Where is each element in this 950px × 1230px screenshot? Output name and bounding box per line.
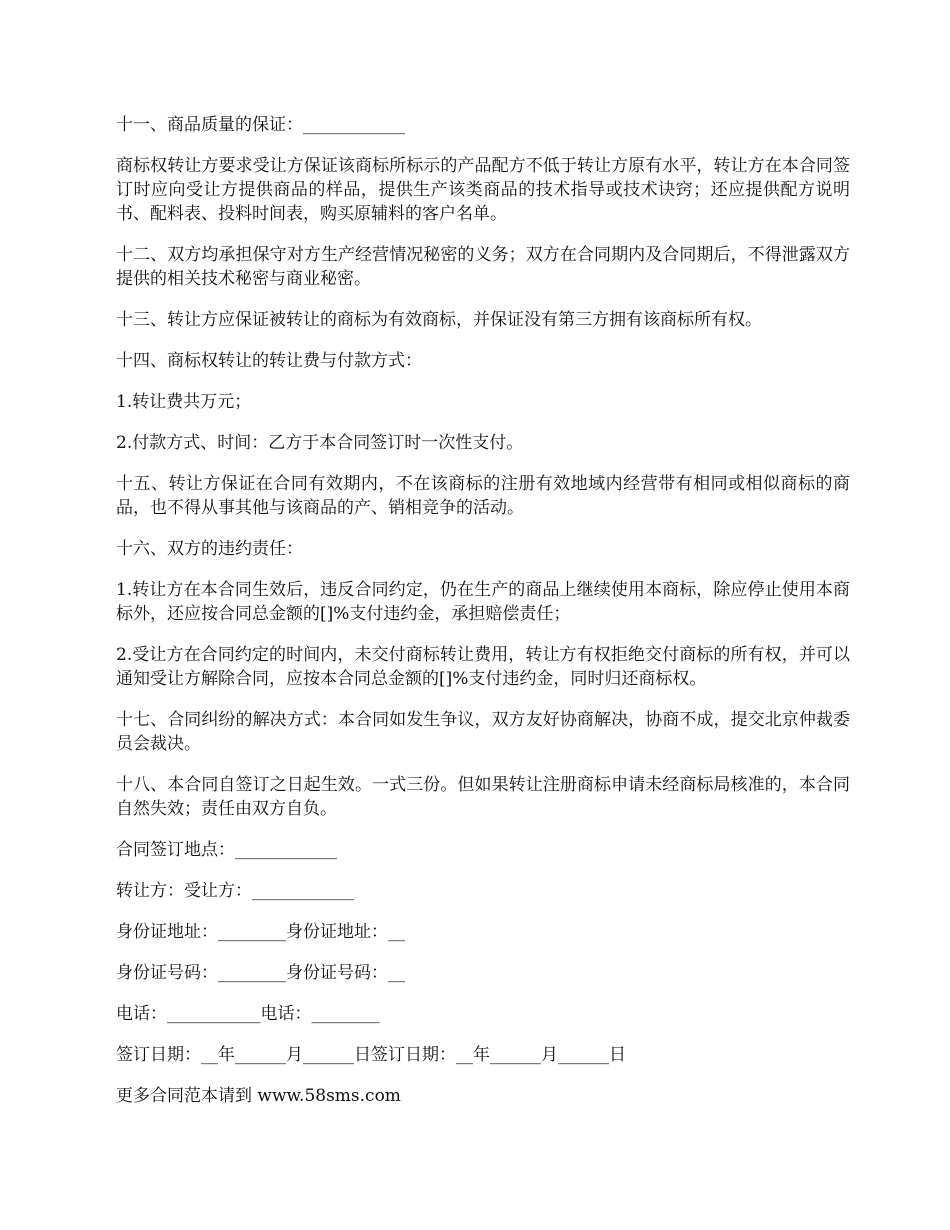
parties-line: 转让方：受让方：____________	[116, 881, 354, 901]
clause-14-item-2: 2.付款方式、时间：乙方于本合同签订时一次性支付。	[116, 433, 524, 453]
clause-18: 十八、本合同自签订之日起生效。一式三份。但如果转让注册商标申请未经商标局核准的，本合同自然失效；责任由双方自负。	[116, 775, 850, 819]
signing-date-line: 签订日期：__年______月______日签订日期：__年______月______日	[116, 1045, 626, 1065]
clause-16-item-1: 1.转让方在本合同生效后，违反合同约定，仍在生产的商品上继续使用本商标，除应停止使用本商标外，还应按合同总金额的[]%支付违约金，承担赔偿责任；	[116, 580, 850, 624]
clause-14-item-1: 1.转让费共万元；	[116, 392, 252, 412]
phone-line: 电话：___________电话：________	[116, 1004, 380, 1024]
clause-13: 十三、转让方应保证被转让的商标为有效商标，并保证没有第三方拥有该商标所有权。	[116, 310, 762, 330]
clause-11-heading: 十一、商品质量的保证：____________	[116, 115, 405, 135]
id-number-line: 身份证号码：________身份证号码：__	[116, 963, 405, 983]
document-body	[116, 113, 850, 1125]
clause-17: 十七、合同纠纷的解决方式：本合同如发生争议，双方友好协商解决，协商不成，提交北京仲裁委员会裁决。	[116, 710, 850, 754]
clause-15: 十五、转让方保证在合同有效期内，不在该商标的注册有效地域内经营带有相同或相似商标的商品，也不得从事其他与该商品的产、销相竞争的活动。	[116, 474, 850, 518]
clause-16-item-2: 2.受让方在合同约定的时间内，未交付商标转让费用，转让方有权拒绝交付商标的所有权，并可以通知受让方解除合同，应按本合同总金额的[]%支付违约金，同时归还商标权。	[116, 645, 850, 689]
clause-12: 十二、双方均承担保守对方生产经营情况秘密的义务；双方在合同期内及合同期后，不得泄露双方提供的相关技术秘密与商业秘密。	[116, 245, 850, 289]
id-address-line: 身份证地址：________身份证地址：__	[116, 922, 405, 942]
signing-location-line: 合同签订地点：____________	[116, 840, 337, 860]
clause-11-text: 商标权转让方要求受让方保证该商标所标示的产品配方不低于转让方原有水平，转让方在本合同签订时应向受让方提供商品的样品，提供生产该类商品的技术指导或技术诀窍；还应提供配方说明书、配料表、投料时间表，购买原辅料的客户名单。	[116, 156, 850, 224]
clause-14-heading: 十四、商标权转让的转让费与付款方式：	[116, 351, 422, 371]
clause-16-heading: 十六、双方的违约责任：	[116, 539, 303, 559]
more-templates-footer: 更多合同范本请到 www.58sms.com	[116, 1086, 401, 1106]
